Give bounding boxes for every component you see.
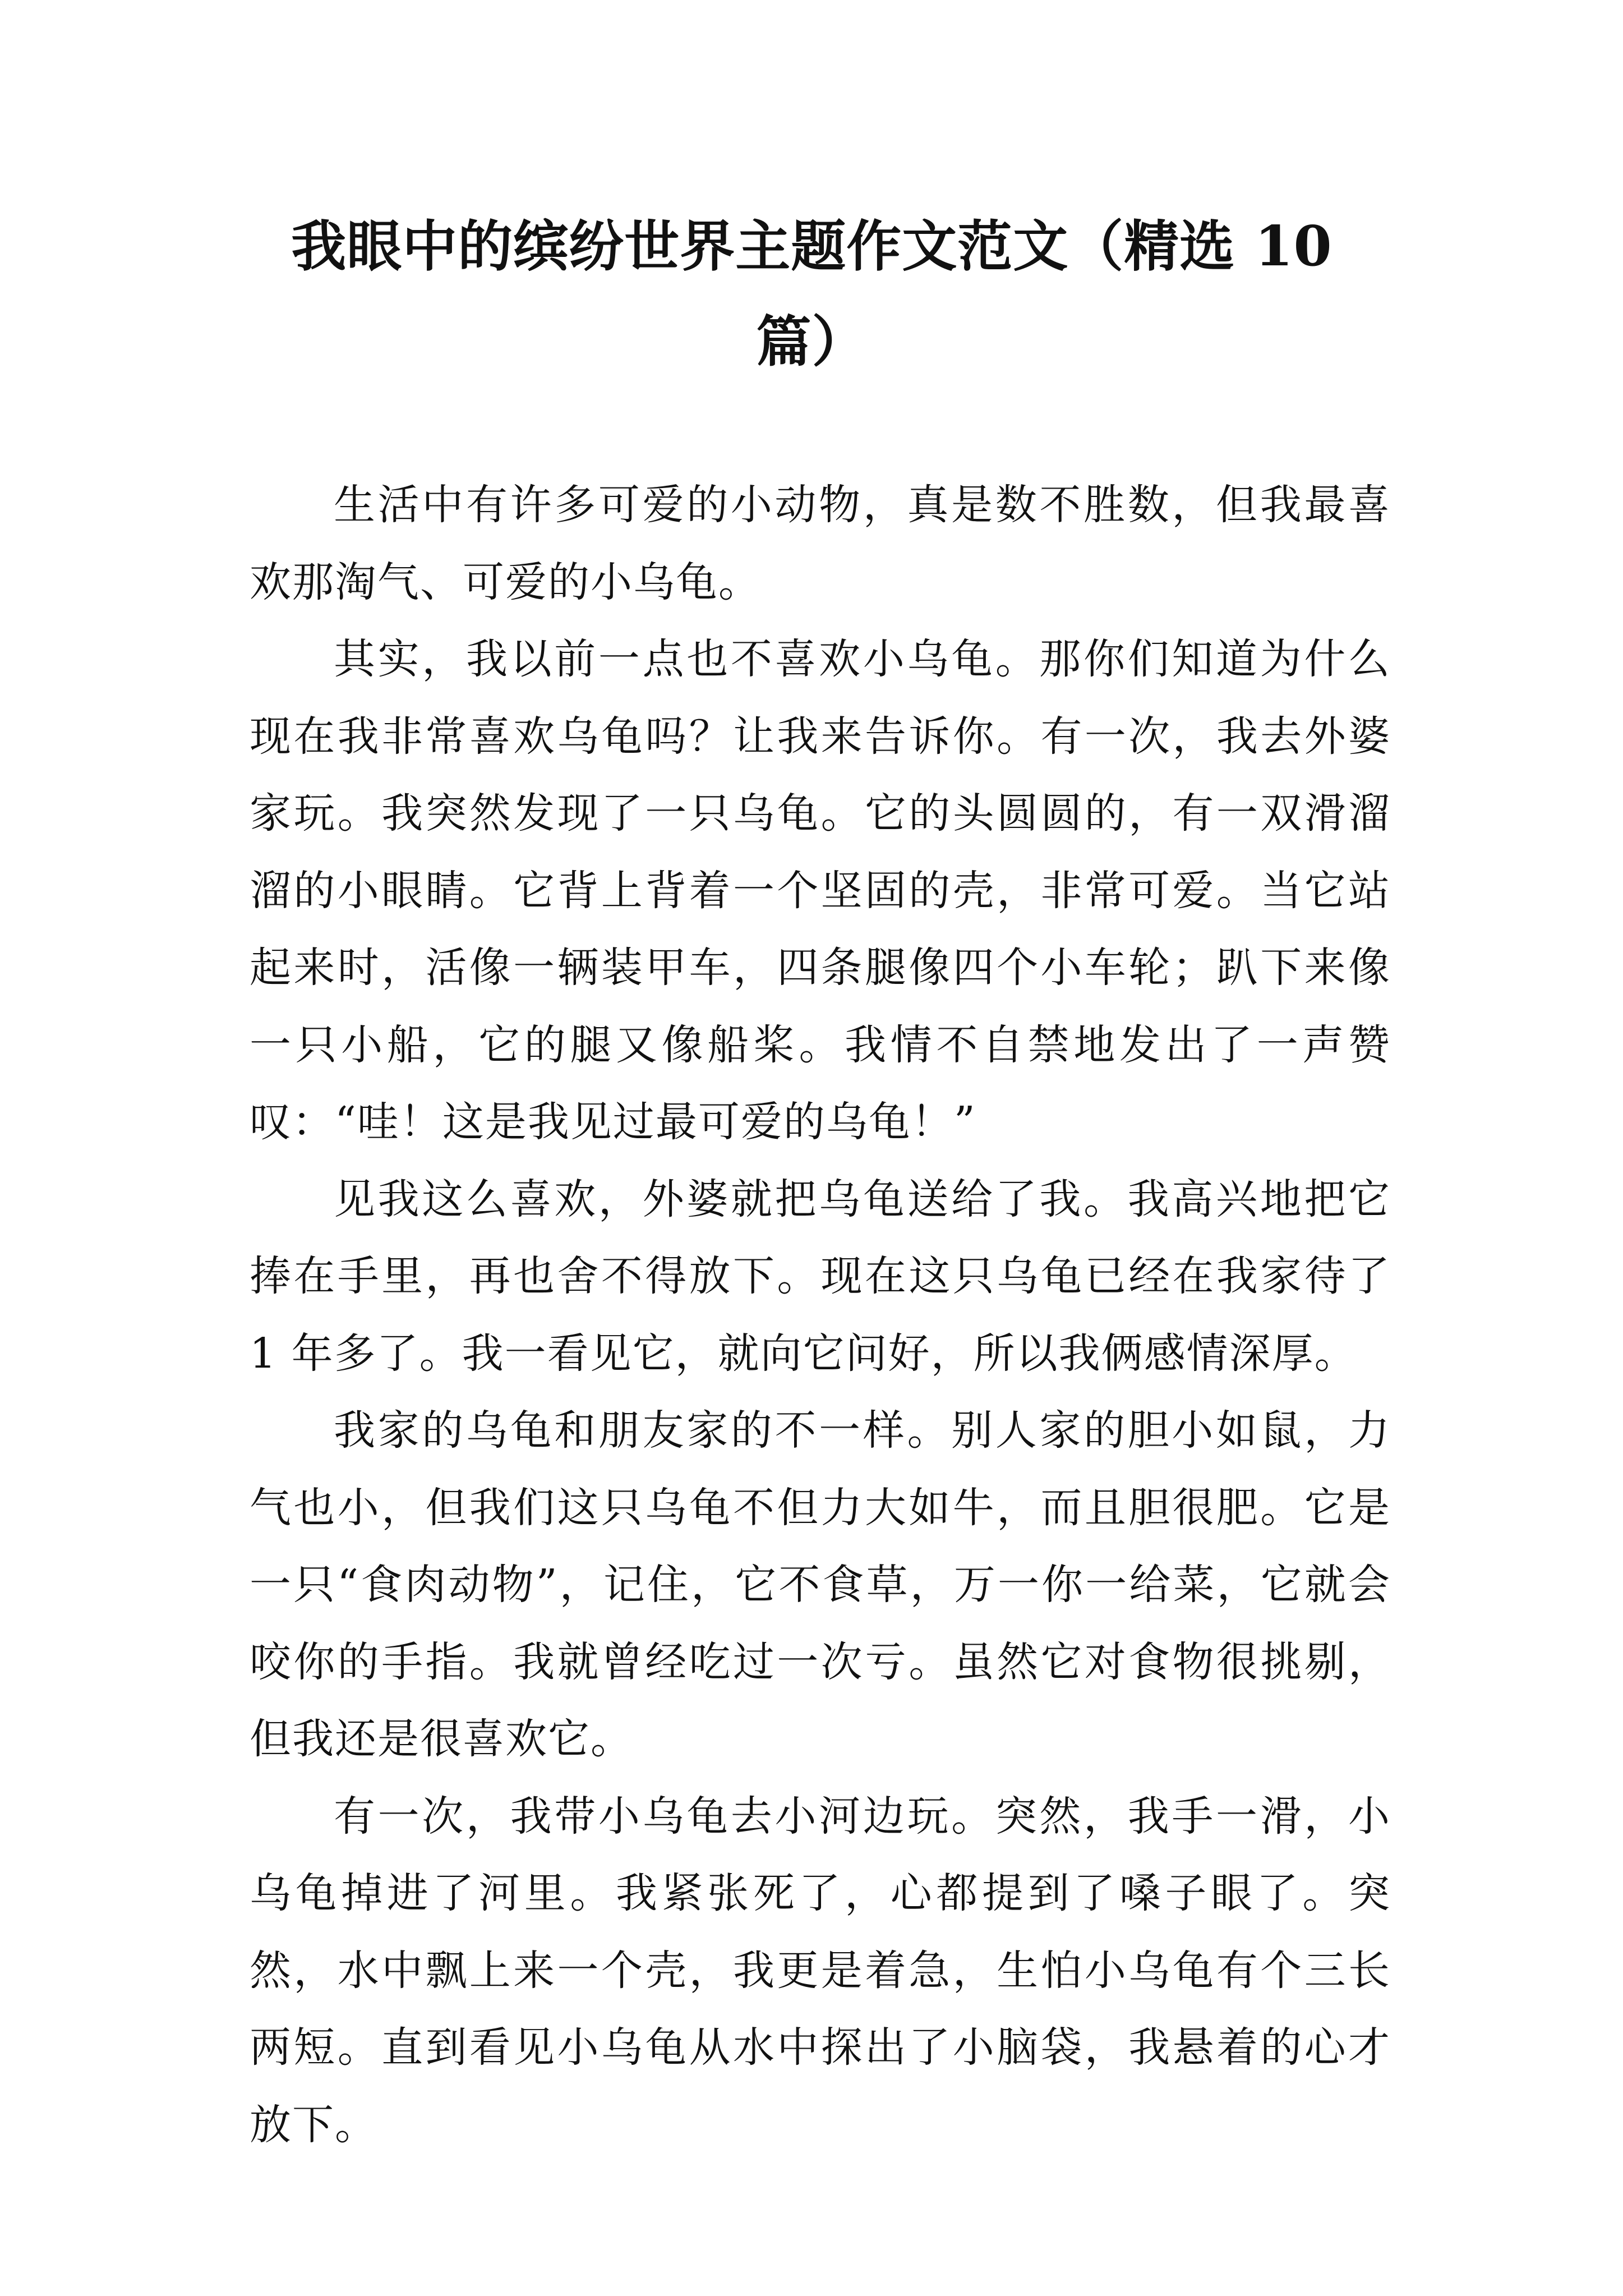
paragraph-5: 有一次，我带小乌龟去小河边玩。突然，我手一滑，小乌龟掉进了河里。我紧张死了，心都提到了嗓子眼了。突然，水中飘上来一个壳，我更是着急，生怕小乌龟有个三长两短。直到看见小乌龟从水中探出了小脑袋，我悬着的心才放下。: [250, 1792, 1391, 2149]
paragraph-2: 其实，我以前一点也不喜欢小乌龟。那你们知道为什么现在我非常喜欢乌龟吗？让我来告诉你。有一次，我去外婆家玩。我突然发现了一只乌龟。它的头圆圆的，有一双滑溜溜的小眼睛。它背上背着一个坚固的壳，非常可爱。当它站起来时，活像一辆装甲车，四条腿像四个小车轮；趴下来像一只小船，它的腿又像船桨。我情不自禁地发出了一声赞叹：“哇！这是我见过最可爱的乌龟！”: [250, 635, 1391, 1146]
document-body: [250, 467, 1391, 2164]
paragraph-3: 见我这么喜欢，外婆就把乌龟送给了我。我高兴地把它捧在手里，再也舍不得放下。现在这只乌龟已经在我家待了 1 年多了。我一看见它，就向它问好，所以我俩感情深厚。: [250, 1175, 1391, 1378]
paragraph-1: 生活中有许多可爱的小动物，真是数不胜数，但我最喜欢那淘气、可爱的小乌龟。: [250, 481, 1391, 606]
document-title: 我眼中的缤纷世界主题作文范文（精选 10 篇）: [291, 214, 1332, 374]
paragraph-4: 我家的乌龟和朋友家的不一样。别人家的胆小如鼠，力气也小，但我们这只乌龟不但力大如牛，而且胆很肥。它是一只“食肉动物”，记住，它不食草，万一你一给菜，它就会咬你的手指。我就曾经吃过一次亏。虽然它对食物很挑剔，但我还是很喜欢它。: [250, 1406, 1391, 1763]
